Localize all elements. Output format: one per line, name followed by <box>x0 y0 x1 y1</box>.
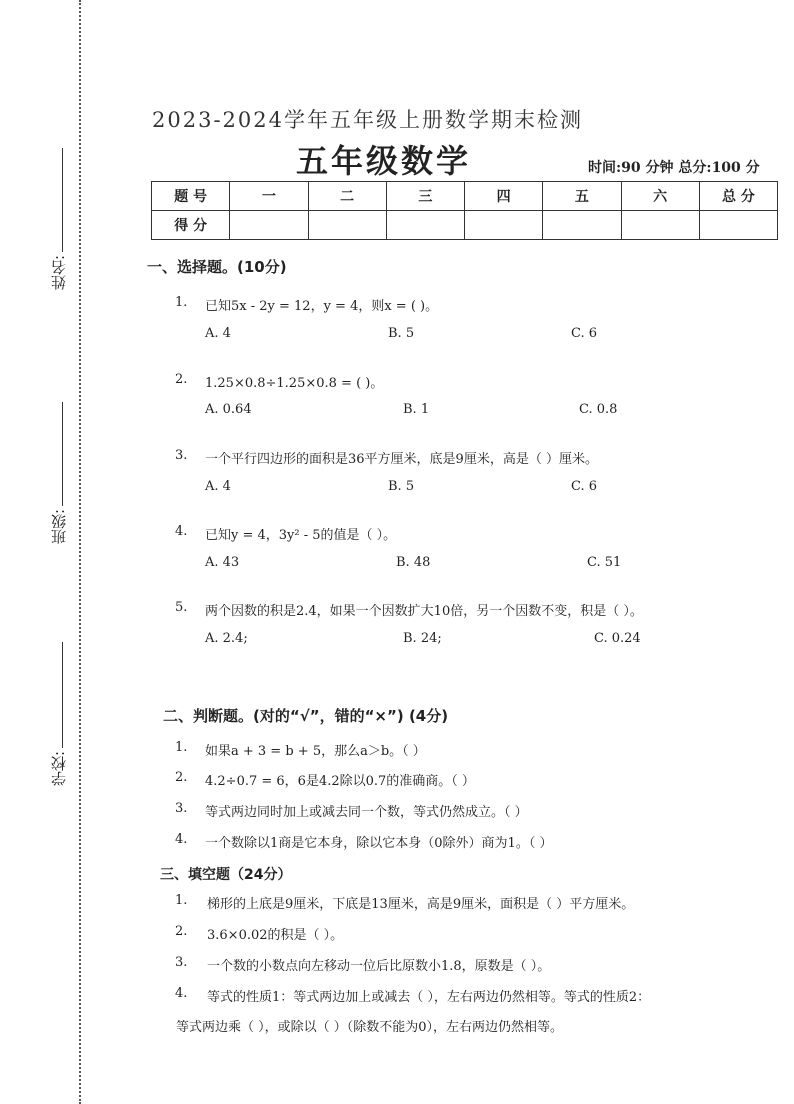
score-table-header-row <box>152 182 778 211</box>
s3-q1-number: 1. <box>175 893 188 908</box>
s3-q4-number: 4. <box>175 986 188 1001</box>
s1-q1-number: 1. <box>175 295 188 310</box>
s1-q4-number: 4. <box>175 524 188 539</box>
s3-q4-text-line2: 等式两边乘（ ），或除以（ ）（除数不能为0），左右两边仍然相等。 <box>176 1020 564 1035</box>
school-label: 学校: <box>50 750 68 786</box>
header-cell-5: 五 <box>543 182 621 211</box>
s1-q2-option-c: C. 0.8 <box>579 402 618 417</box>
s1-q2-option-a: A. 0.64 <box>205 402 252 417</box>
header-cell-2: 二 <box>308 182 386 211</box>
header-cell-1: 一 <box>230 182 308 211</box>
s2-q2-number: 2. <box>175 770 188 785</box>
s2-q1-text: 如果a + 3 = b + 5，那么a＞b。（ ） <box>205 744 426 759</box>
header-cell-total: 总 分 <box>699 182 777 211</box>
s3-q3-text: 一个数的小数点向左移动一位后比原数小1.8，原数是（ ）。 <box>207 959 551 974</box>
s1-q5-number: 5. <box>175 600 188 615</box>
score-cell[interactable] <box>308 211 386 240</box>
s1-q1-option-a: A. 4 <box>205 326 231 341</box>
class-label: 班级: <box>50 508 68 544</box>
s1-q3-option-c: C. 6 <box>571 479 598 494</box>
s1-q4-text: 已知y = 4，3y² - 5的值是（ ）。 <box>205 528 397 543</box>
s1-q2-text: 1.25×0.8÷1.25×0.8 = ( )。 <box>205 376 384 391</box>
s1-q2-number: 2. <box>175 372 188 387</box>
s2-q4-text: 一个数除以1商是它本身，除以它本身（0除外）商为1。（ ） <box>205 836 553 851</box>
score-table-score-row <box>152 211 778 240</box>
time-score-info: 时间:90 分钟 总分:100 分 <box>588 160 760 176</box>
s1-q2-option-b: B. 1 <box>403 402 430 417</box>
s1-q3-text: 一个平行四边形的面积是36平方厘米，底是9厘米，高是（ ）厘米。 <box>205 452 598 467</box>
s3-q2-text: 3.6×0.02的积是（ ）。 <box>207 928 344 943</box>
score-cell[interactable] <box>699 211 777 240</box>
section3-heading: 三、填空题（24分） <box>160 867 292 883</box>
score-cell[interactable] <box>543 211 621 240</box>
header-cell-6: 六 <box>621 182 699 211</box>
score-table <box>151 181 778 240</box>
s3-q4-text: 等式的性质1：等式两边加上或减去（ ），左右两边仍然相等。等式的性质2： <box>207 990 651 1005</box>
exam-title: 五年级数学 <box>296 142 472 180</box>
s1-q3-option-a: A. 4 <box>205 479 231 494</box>
binding-dotted-line <box>79 0 81 1104</box>
s1-q4-option-b: B. 48 <box>396 555 431 570</box>
s2-q2-text: 4.2÷0.7 = 6，6是4.2除以0.7的准确商。（ ） <box>205 774 475 789</box>
header-cell-3: 三 <box>386 182 464 211</box>
s3-q1-text: 梯形的上底是9厘米，下底是13厘米，高是9厘米，面积是（ ）平方厘米。 <box>207 897 635 912</box>
header-cell-question-no: 题 号 <box>152 182 230 211</box>
s3-q2-number: 2. <box>175 924 188 939</box>
s3-q3-number: 3. <box>175 955 188 970</box>
s1-q1-text: 已知5x - 2y = 12，y = 4，则x = ( )。 <box>205 299 439 314</box>
s2-q3-text: 等式两边同时加上或减去同一个数，等式仍然成立。（ ） <box>205 805 528 820</box>
s1-q5-text: 两个因数的积是2.4，如果一个因数扩大10倍，另一个因数不变，积是（ ）。 <box>205 604 643 619</box>
name-field[interactable] <box>62 148 63 252</box>
score-cell[interactable] <box>465 211 543 240</box>
score-cell[interactable] <box>230 211 308 240</box>
class-field[interactable] <box>62 402 63 506</box>
s1-q5-option-a: A. 2.4; <box>205 631 248 646</box>
s1-q4-option-c: C. 51 <box>587 555 622 570</box>
s1-q4-option-a: A. 43 <box>205 555 240 570</box>
s1-q5-option-b: B. 24; <box>403 631 442 646</box>
s1-q5-option-c: C. 0.24 <box>594 631 641 646</box>
s1-q1-option-c: C. 6 <box>571 326 598 341</box>
s1-q1-option-b: B. 5 <box>388 326 415 341</box>
section1-heading: 一、选择题。(10分) <box>147 258 287 276</box>
score-cell[interactable] <box>621 211 699 240</box>
score-row-label: 得 分 <box>152 211 230 240</box>
score-cell[interactable] <box>386 211 464 240</box>
s2-q3-number: 3. <box>175 801 188 816</box>
section2-heading: 二、判断题。(对的“√”，错的“×”) (4分) <box>163 707 449 725</box>
name-label: 姓名: <box>50 254 68 290</box>
s2-q1-number: 1. <box>175 740 188 755</box>
s1-q3-option-b: B. 5 <box>388 479 415 494</box>
s1-q3-number: 3. <box>175 448 188 463</box>
exam-subtitle: 2023-2024学年五年级上册数学期末检测 <box>152 108 583 132</box>
school-field[interactable] <box>62 642 63 748</box>
header-cell-4: 四 <box>465 182 543 211</box>
s2-q4-number: 4. <box>175 832 188 847</box>
